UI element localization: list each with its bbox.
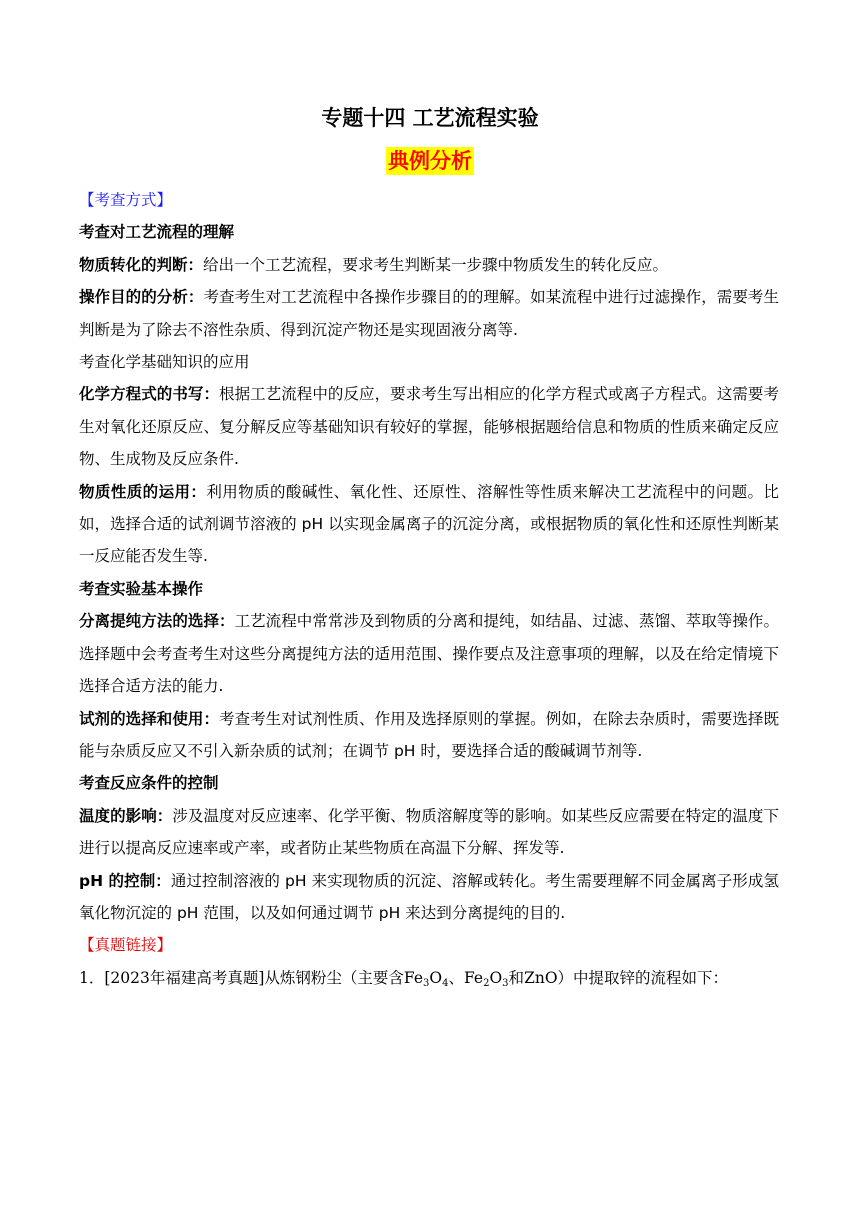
formula-subscript: 3 <box>423 977 430 989</box>
formula-fe2o3 <box>464 969 509 987</box>
paragraph-separation <box>79 605 779 702</box>
item-text: 考查考生对试剂性质、作用及选择原则的掌握。例如，在除去杂质时，需要选择既能与杂质反应又不引入新杂质的试剂；在调节 <box>79 709 779 760</box>
section-heading-exam-method: 【考查方式】 <box>79 191 173 209</box>
formula-fe3o4 <box>404 969 449 987</box>
formula-part: Fe <box>403 968 423 987</box>
ph-term: pH <box>301 515 324 534</box>
document-body <box>79 184 779 994</box>
formula-part: Fe <box>463 968 484 987</box>
question-text: ）中提取锌的流程如下： <box>557 968 729 987</box>
item-text: 涉及温度对反应速率、化学平衡、物质溶解度等的影响。如某些反应需要在特定的温度下进行以提高反应速率或产率，或者防止某些物质在高温下分解、挥发等. <box>79 806 779 858</box>
item-text: 来达到分离提纯的目的. <box>400 903 566 922</box>
ph-term: pH <box>176 903 199 922</box>
formula-subscript: 4 <box>442 977 449 989</box>
item-text: 给出一个工艺流程，要求考生判断某一步骤中物质发生的转化反应。 <box>203 255 669 274</box>
item-label: 操作目的的分析： <box>79 288 204 307</box>
item-text: 来实现物质的沉淀、溶解或转化。考生需要理解不同金属离子形成氢氧化物沉淀的 <box>79 871 779 922</box>
subheading-conditions: 考查反应条件的控制 <box>79 774 219 793</box>
section-heading-real-exam: 【真题链接】 <box>79 936 173 955</box>
item-label: 温度的影响： <box>79 806 173 825</box>
item-text: 根据工艺流程中的反应，要求考生写出相应的化学方程式或离子方程式。这需要考生对氧化还原反应、复分解反应等基础知识有较好的掌握，能够根据题给信息和物质的性质来确定反应物、生成物及反应条件. <box>79 385 779 469</box>
item-text: 利用物质的酸碱性、氧化性、还原性、溶解性等性质来解决工艺流程中的问题。比如，选择合适的试剂调节溶液的 <box>79 482 779 534</box>
page-title: 专题十四 工艺流程实验 <box>321 106 539 130</box>
paragraph-equations <box>79 378 779 475</box>
item-text: 以实现金属离子的沉淀分离，或根据物质的氧化性和还原性判断某一反应能否发生等. <box>79 515 779 566</box>
item-text: 时，要选择合适的酸碱调节剂等. <box>415 741 643 760</box>
paragraph-properties <box>79 476 779 573</box>
formula-subscript: 3 <box>502 977 509 989</box>
item-label: 化学方程式的书写： <box>79 385 220 404</box>
conjunction: 和 <box>508 968 525 987</box>
paragraph-ph-control <box>79 865 779 930</box>
subheading-lab-ops: 考查实验基本操作 <box>79 579 204 598</box>
formula-part: O <box>489 968 503 987</box>
item-text: 工艺流程中常常涉及到物质的分离和提纯，如结晶、过滤、蒸馏、萃取等操作。选择题中会考查考生对这些分离提纯方法的适用范围、操作要点及注意事项的理解，以及在给定情境下选择合适方法的能力. <box>79 612 779 696</box>
subheading-understanding: 考查对工艺流程的理解 <box>79 223 235 242</box>
ph-term: pH <box>378 903 401 922</box>
page-subtitle: 典例分析 <box>388 149 472 173</box>
item-text: 通过控制溶液的 <box>170 871 285 890</box>
question-1 <box>79 962 779 994</box>
item-label: 物质转化的判断： <box>79 255 204 274</box>
item-label: pH 的控制： <box>79 871 171 890</box>
subheading-chem-basics: 考查化学基础知识的应用 <box>79 353 250 372</box>
paragraph-temperature <box>79 800 779 865</box>
item-label: 分离提纯方法的选择： <box>79 612 235 631</box>
question-text: 1．[2023年福建高考真题]从炼钢粉尘（主要含 <box>79 968 404 987</box>
ph-term: pH <box>285 871 307 890</box>
paragraph-operation-purpose <box>79 281 779 346</box>
item-text: 考查考生对工艺流程中各操作步骤目的的理解。如某流程中进行过滤操作，需要考生判断是为了除去不溶性杂质、得到沉淀产物还是实现固液分离等. <box>79 288 779 339</box>
paragraph-reagents <box>79 703 779 768</box>
formula-zno: ZnO <box>524 968 558 987</box>
subtitle-container <box>0 147 860 175</box>
ph-term: pH <box>393 741 416 760</box>
item-text: 范围，以及如何通过调节 <box>198 903 379 922</box>
paragraph-transformation <box>79 249 779 281</box>
item-label: 物质性质的运用： <box>79 482 207 501</box>
separator: 、 <box>448 968 464 987</box>
formula-subscript: 2 <box>483 977 490 989</box>
item-label: 试剂的选择和使用： <box>79 709 220 728</box>
formula-part: O <box>429 968 443 987</box>
